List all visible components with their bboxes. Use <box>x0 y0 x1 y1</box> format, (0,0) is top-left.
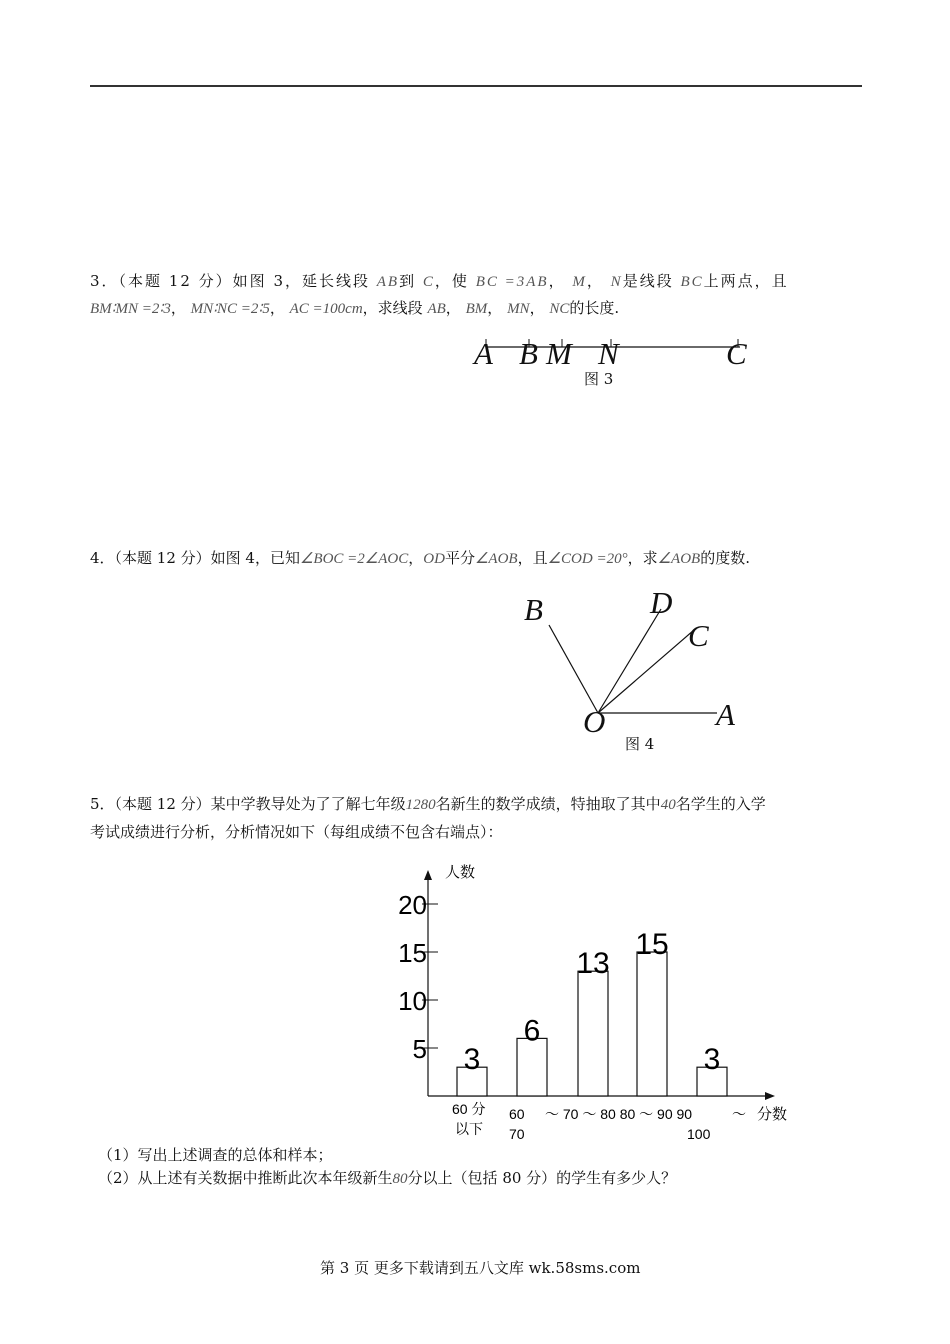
x-axis-arrow <box>765 1092 775 1100</box>
y-axis-label: 人数 <box>445 864 476 881</box>
q4-ask: ，求 <box>627 549 658 567</box>
q5-l1-b: 名新生的数学成绩，特抽取了其中 <box>435 795 661 813</box>
x-tick-60-below-b: 以下 <box>455 1121 483 1137</box>
q5-line2: 考试成绩进行分析，分析情况如下（每组成绩不包含右端点）： <box>90 823 503 841</box>
ray-oc <box>598 630 694 713</box>
y-tick-label-10: 10 <box>398 986 427 1016</box>
q3-eq1: BC =3AB <box>475 274 549 290</box>
q3-comma7: ， <box>529 299 545 317</box>
q3-tail2: 上两点，且 <box>703 272 789 290</box>
bar-value-label-5: 3 <box>703 1043 721 1077</box>
q4-text: 4．（本题 12 分）如图 4，已知 <box>90 549 300 567</box>
q3-line2 <box>90 298 619 319</box>
bar-value-label-2: 6 <box>523 1014 541 1048</box>
q5-sub2 <box>98 1167 676 1188</box>
q3-line1 <box>90 271 789 292</box>
q3-ac: AC =100cm <box>289 301 363 317</box>
bars <box>457 928 727 1096</box>
q3-ask-bm: BM <box>465 301 488 317</box>
fig4-label-c: C <box>688 618 709 653</box>
q3-ask-nc: NC <box>549 301 570 317</box>
q3-comma5: ， <box>445 299 461 317</box>
q3-ask-mn: MN <box>507 301 530 317</box>
q3-comma1: ， <box>548 272 566 290</box>
q3-pt-m: M <box>572 274 587 290</box>
fig3-caption: 图 3 <box>584 370 614 388</box>
q4-and: ，且 <box>517 549 548 567</box>
q3-comma2: ， <box>586 272 604 290</box>
q3-seg-ab: AB <box>376 274 400 290</box>
q4-aob: ∠AOB <box>474 551 518 567</box>
q3-pt-n: N <box>610 274 623 290</box>
bar-3 <box>578 971 608 1096</box>
header-rule <box>90 85 862 87</box>
q5-n2: 40 <box>660 797 676 813</box>
q3-ratio1: BM∶MN =2∶3 <box>90 301 171 317</box>
q3-ask: ，求线段 <box>362 299 423 317</box>
q3-comma6: ， <box>487 299 503 317</box>
x-tick-mid: ～ 70 ～ 80 80 ～ 90 90 <box>545 1106 693 1122</box>
fig3-label-n: N <box>598 336 619 371</box>
fig3-label-m: M <box>546 336 572 371</box>
y-tick-label-20: 20 <box>398 890 427 920</box>
q5-line1 <box>90 794 766 815</box>
q3-make: ，使 <box>434 272 469 290</box>
x-tick-60-below-a: 60 分 <box>452 1101 486 1117</box>
q4-cod: ∠COD =20° <box>547 551 628 567</box>
q4-cond1: ∠BOC =2∠AOC <box>299 551 409 567</box>
y-tick-label-5: 5 <box>412 1034 427 1064</box>
ray-ob <box>549 625 598 713</box>
ray-od <box>598 609 661 713</box>
q3-number: 3． <box>90 272 119 290</box>
fig4-caption: 图 4 <box>625 735 655 753</box>
fig4-label-b: B <box>524 592 543 627</box>
y-axis-arrow <box>424 870 432 880</box>
fig3-label-a: A <box>474 336 493 371</box>
q5-l1-c: 名学生的入学 <box>675 795 766 813</box>
fig4-label-a: A <box>716 697 735 732</box>
bar-chart <box>380 858 810 1148</box>
q3-comma3: ， <box>170 299 186 317</box>
q3-ratio2: MN∶NC =2∶5 <box>190 301 270 317</box>
fig4-label-d: D <box>650 585 673 620</box>
q3-pt-c: C <box>422 274 435 290</box>
bar-value-label-4: 15 <box>635 928 669 961</box>
x-tick-tilde: ～ <box>732 1106 746 1122</box>
y-tick-label-15: 15 <box>398 938 427 968</box>
bar-value-label-1: 3 <box>463 1043 481 1077</box>
q5-sub1: （1）写出上述调查的总体和样本； <box>98 1146 333 1164</box>
fig4-label-o: O <box>583 704 606 739</box>
x-tick-60: 60 <box>509 1106 525 1122</box>
q4-aob2: ∠AOB <box>657 551 701 567</box>
q3-to: 到 <box>399 272 417 290</box>
bar-4 <box>637 952 667 1096</box>
y-ticks <box>398 890 438 1064</box>
q5-l1-a: 5．（本题 12 分）某中学教导处为了了解七年级 <box>90 795 406 813</box>
q5-sub2-n: 80 <box>392 1171 408 1187</box>
q3-ask-tail: 的长度. <box>569 299 620 317</box>
bar-value-label-3: 13 <box>576 947 610 981</box>
page-footer: 第 3 页 更多下载请到五八文库 wk.58sms.com <box>320 1259 641 1277</box>
q4-comma: ， <box>408 549 424 567</box>
q3-seg-bc: BC <box>680 274 704 290</box>
q3-head: （本题 12 分）如图 3，延长线段 <box>118 272 370 290</box>
x-tick-70: 70 <box>509 1126 525 1142</box>
q4-line <box>90 548 750 569</box>
q3-ask-ab: AB <box>427 301 446 317</box>
q4-od: OD <box>423 551 445 567</box>
q4-tail: 的度数. <box>700 549 750 567</box>
q4-mid: 平分 <box>444 549 475 567</box>
x-tick-100: 100 <box>687 1126 711 1142</box>
x-axis-label: 分数 <box>757 1106 788 1123</box>
q5-sub2-b: 分以上（包括 80 分）的学生有多少人？ <box>407 1169 677 1187</box>
fig3-label-c: C <box>726 336 747 371</box>
q3-comma4: ， <box>269 299 285 317</box>
q3-tail1: 是线段 <box>622 272 674 290</box>
fig3-label-b: B <box>519 336 538 371</box>
q5-n1: 1280 <box>405 797 436 813</box>
q5-sub2-a: （2）从上述有关数据中推断此次本年级新生 <box>98 1169 393 1187</box>
